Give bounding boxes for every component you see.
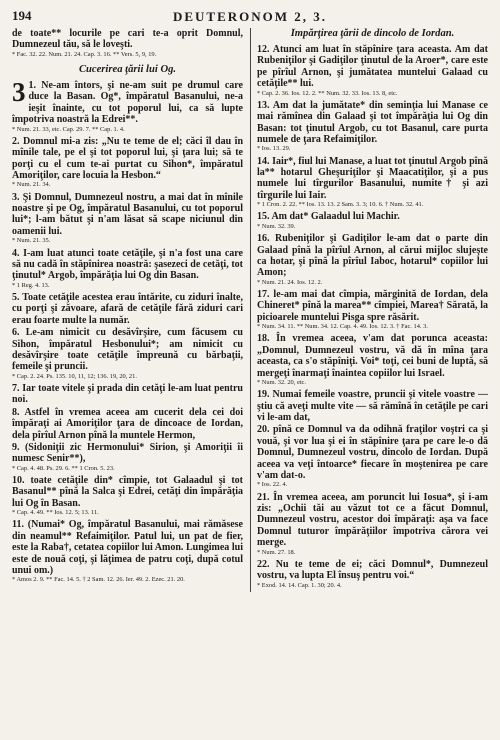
page-header: [12, 8, 488, 24]
right-column: [257, 28, 488, 592]
verse-3-4: 4. I-am luat atunci toate cetăţile, şi n'a fost una care să nu cadă în stăpînirea noastră: şasezeci de cetăţi, tot ţinutul* Argob, împărăţia lui Og din Basan.: [12, 247, 243, 282]
footnote-ref: * 1 Cron. 2. 22. ** Ios. 13. 13. 2 Sam. 3. 3; 10. 6. † Num. 32. 41.: [257, 201, 424, 209]
verse-3-5: 5. Toate cetăţile acestea erau întărite, cu ziduri înalte, cu porţi şi zăvoare, afară de cetăţile fără ziduri cari erau foarte multe la număr.: [12, 291, 243, 326]
verse-3-11: 11. (Numai* Og, împăratul Basanului, mai rămăsese din neamul** Refaimiţilor. Patul lui, un pat de fier, este la Raba†, cetatea copiilor lui Amon. Lungimea lui este de nouă coţi, şi lăţimea de patru coţi, după cotul unui om.): [12, 519, 243, 577]
column-divider: [250, 28, 251, 592]
page-number: 194: [12, 8, 32, 23]
verse-3-9: 9. (Sidoniţii zic Hermonului* Sirion, şi Amoriţii îi numesc Senir**),: [12, 442, 243, 465]
footnote-ref: * Ios. 13. 29.: [257, 145, 291, 153]
footnote-ref: * Cap. 4. 49. ** Ios. 12. 5; 13. 11.: [12, 509, 99, 517]
verse-3-15: 15. Am dat* Galaadul lui Machir.: [257, 211, 400, 223]
left-column: [12, 28, 243, 592]
footnote-ref: * Num. 21. 34.: [12, 181, 51, 189]
footnote-ref: * Num. 32. 39.: [257, 222, 296, 230]
verse-3-20: 20. pînă ce Domnul va da odihnă fraţilor voştri ca şi vouă, şi vor lua şi ei în stăpînire ţara pe care le-o dă Domnul, Dumnezeul vostru, dincolo de Iordan. După aceea va veţi întoarce* fiecare în moştenirea pe care v'am dat-o.: [257, 424, 488, 482]
verse-3-8: 8. Astfel în vremea aceea am cucerit dela cei doi împăraţi ai Amoriţilor ţara de dincoace de Iordan, dela pîrîul Arnon pînă la muntele Hermon,: [12, 406, 243, 441]
verse-3-12: 12. Atunci am luat în stăpînire ţara aceasta. Am dat Rubeniţilor şi Gadiţilor ţinutul de la Aroer*, care este pe pîrîul Arnon, şi jumătatea muntelui Galaad cu cetăţile** lui.: [257, 44, 488, 90]
footnote-ref: * Cap. 2. 24. Ps. 135. 10, 11, 12; 136. 19, 20, 21.: [12, 372, 137, 380]
footnote-ref: * Num. 21. 35.: [12, 237, 51, 245]
verse-3-16: 16. Rubeniţilor şi Gadiţilor le-am dat o parte din Galaad pînă la pîrîul Arnon, al cărui mijloc slujeşte ca hotar, şi pînă la pîrîul Iaboc, hotarul* copiilor lui Amon;: [257, 233, 488, 279]
section-heading: Împărţirea ţării de dincolo de Iordan.: [290, 28, 455, 39]
verse-3-6: 6. Le-am nimicit cu desăvîrşire, cum făcusem cu Sihon, împăratul Hesbonului*; am nimicit cu desăvîrşire toate cetăţile împreună cu bărbaţii, femeile şi pruncii.: [12, 327, 243, 373]
footnote-ref: * Amos 2. 9. ** Fac. 14. 5. † 2 Sam. 12. 26. Ier. 49. 2. Ezec. 21. 20.: [12, 576, 185, 584]
footnote-ref: * Cap. 2. 36. Ios. 12. 2. ** Num. 32. 33. Ios. 13. 8, etc.: [257, 89, 398, 97]
footnote-ref: * Num. 21. 24. Ios. 12. 2.: [257, 278, 323, 286]
verse-3-18: 18. În vremea aceea, v'am dat porunca aceasta: „Domnul, Dumnezeul vostru, vă dă în mîna ţara aceasta, ca s'o stăpîniţi. Voi* toţi, cei buni de luptă, să mergeţi înarmaţi înaintea copiilor lui Israel.: [257, 333, 488, 379]
footnote-ref: * Fac. 32. 22. Num. 21. 24. Cap. 3. 16. ** Vers. 5, 9, 19.: [12, 50, 157, 58]
footnote-ref: * Num. 27. 18.: [257, 548, 296, 556]
verse-3-22: 22. Nu te teme de ei; căci Domnul*, Dumnezeul vostru, va lupta El însuş pentru voi.“: [257, 558, 488, 582]
text-columns: [12, 28, 488, 592]
verse-3-21: 21. În vremea aceea, am poruncit lui Iosua*, şi i-am zis: „Ochii tăi au văzut tot ce a făcut Domnul, Dumnezeul vostru, acestor doi împăraţi: aşa va face Domnul tuturor împărăţiilor împotriva cărora vei merge.: [257, 491, 488, 549]
verse-3-7: 7. Iar toate vitele şi prada din cetăţi le-am luat pentru noi.: [12, 382, 243, 406]
verse-3-1: [12, 77, 243, 126]
verse-continuation: de toate** locurile pe cari te-a oprit Domnul, Dumnezeul tău, să le loveşti.: [12, 28, 243, 51]
chapter-number: 3: [12, 77, 26, 108]
verse-3-2: 2. Domnul mi-a zis: „Nu te teme de el; căci îl dau în mînile tale, pe el şi tot poporul lui, şi ţara lui; să te porţi cu el cum te-ai purtat cu Sihon*, împăratul Amoriţilor, care locuia la Hesbon.“: [12, 135, 243, 182]
footnote-ref: * Num. 34. 11. ** Num. 34. 12. Cap. 4. 49. Ios. 12. 3. † Fac. 14. 3.: [257, 323, 428, 331]
verse-3-13: 13. Am dat la jumătate* din seminţia lui Manase ce mai rămînea din Galaad şi tot împărăţia lui Og din Basan: tot ţinutul Argob, cu tot Basanul, care purta numele de ţara Refaimiţilor.: [257, 99, 488, 146]
verse-text: 1. Ne-am întors, şi ne-am suit pe drumul care duce la Basan. Og*, împăratul Basanului, ne-a ieşit înainte, cu tot poporul lui, ca să lupte împotriva noastră la Edrei**.: [12, 80, 243, 126]
verse-3-14: 14. Iair*, fiul lui Manase, a luat tot ţinutul Argob pînă la** hotarul Gheşuriţilor şi Maacatiţilor, şi a pus numele lui tîrgurilor Basanului, numite† şi azi tîrgurile lui Iair.: [257, 155, 488, 201]
verse-3-10: 10. toate cetăţile din* cîmpie, tot Galaadul şi tot Basanul** pînă la Salca şi Edrei, cetăţi din împărăţia lui Og în Basan.: [12, 475, 243, 509]
verse-3-17: 17. le-am mai dat cîmpia, mărginită de Iordan, dela Chineret* pînă la marea** cîmpiei, Marea† Sărată, la picioarele muntelui Pisga spre răsărit.: [257, 288, 488, 323]
footnote-ref: * Ios. 22. 4.: [257, 481, 288, 489]
section-heading: Cucerirea ţării lui Og.: [78, 64, 177, 76]
footnote-ref: * Num. 21. 33, etc. Cap. 29. 7. ** Cap. 1. 4.: [12, 125, 125, 133]
verse-3-3: 3. Şi Domnul, Dumnezeul nostru, a mai dat în mînile noastre şi pe Og, împăratul Basanului, cu tot poporul lui*; l-am bătut şi n'am lăsat să scape niciunul din oamenii lui.: [12, 191, 243, 237]
page-title: DEUTERONOM 2, 3.: [172, 9, 328, 24]
footnote-ref: * Num. 32. 20, etc.: [257, 378, 306, 386]
footnote-ref: * Exod. 14. 14. Cap. 1. 30; 20. 4.: [257, 581, 342, 589]
verse-3-19: 19. Numai femeile voastre, pruncii şi vitele voastre — ştiu că aveţi multe vite — să rămînă în cetăţile pe cari vi le-am dat,: [257, 389, 488, 423]
footnote-ref: * Cap. 4. 48. Ps. 29. 6. ** 1 Cron. 5. 23.: [12, 464, 115, 472]
footnote-ref: * 1 Reg. 4. 13.: [12, 281, 50, 289]
